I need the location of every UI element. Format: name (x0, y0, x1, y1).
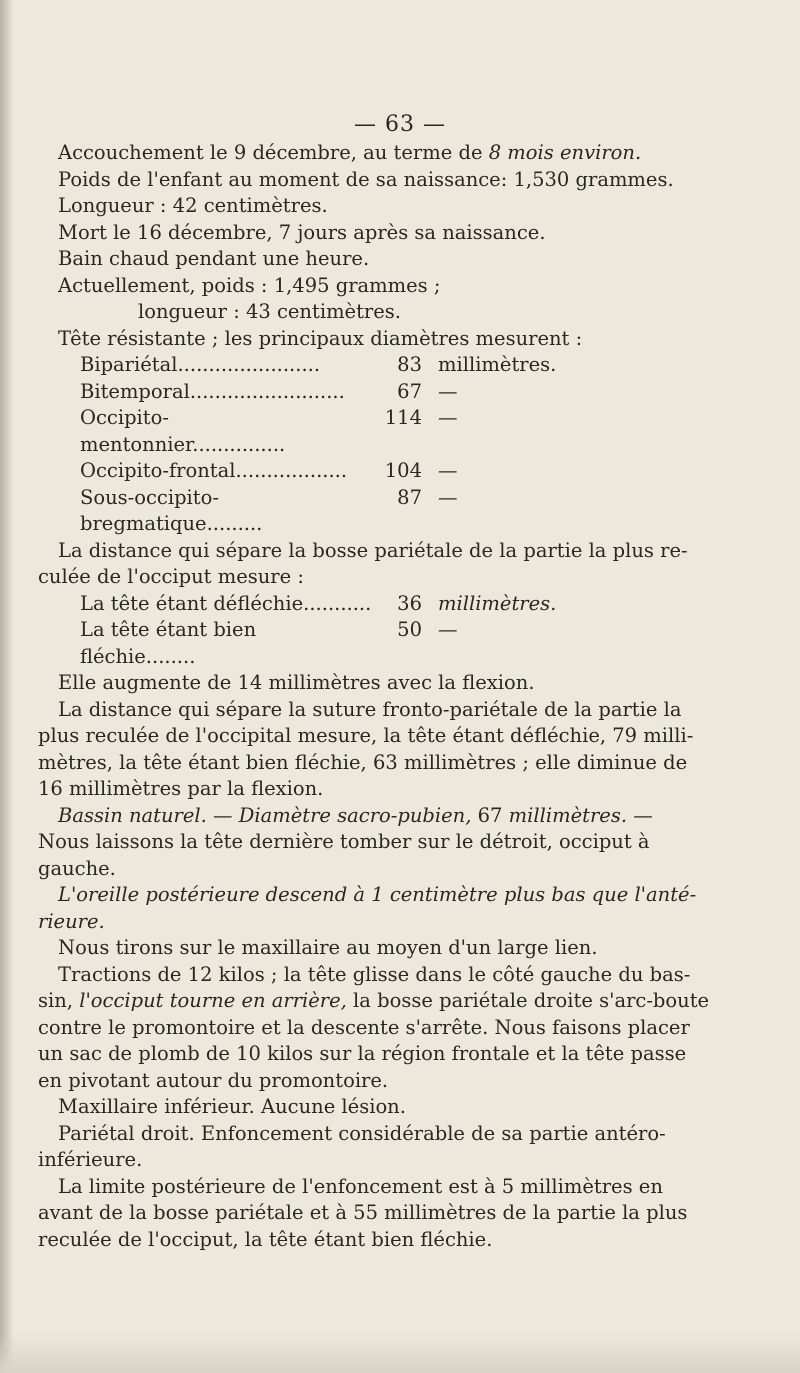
birth-weight-line: Poids de l'enfant au moment de sa naissance: 1,530 grammes. (58, 167, 674, 191)
suture-paragraph-line: plus reculée de l'occipital mesure, la tête étant défléchie, 79 milli- (38, 724, 694, 747)
page-binding-edge (0, 0, 14, 1373)
suture-paragraph-line: mètres, la tête étant bien fléchie, 63 millimètres ; elle diminue de (38, 750, 688, 774)
diameter-row: Occipito-mentonnier............... 114 — (80, 406, 458, 456)
tractions-line: en pivotant autour du promontoire. (38, 1068, 389, 1092)
limite-line: La limite postérieure de l'enfoncement est à 5 millimètres en (58, 1174, 663, 1198)
distance-paragraph-line: culée de l'occiput mesure : (38, 565, 304, 588)
death-line: Mort le 16 décembre, 7 jours après sa naissance. (58, 220, 546, 244)
limite-line: avant de la bosse pariétale et à 55 millimètres de la partie la plus (38, 1201, 688, 1224)
diameter-row: Bipariétal....................... 83 millimètres. (80, 353, 557, 376)
tractions-line: Tractions de 12 kilos ; la tête glisse dans le côté gauche du bas- (58, 962, 691, 986)
limite-line: reculée de l'occiput, la tête étant bien fléchie. (38, 1227, 493, 1251)
oreille-line: L'oreille postérieure descend à 1 centimètre plus bas que l'anté- (58, 883, 697, 906)
current-weight-line: Actuellement, poids : 1,495 grammes ; (58, 273, 441, 297)
tirons-line: Nous tirons sur le maxillaire au moyen d'un large lien. (58, 936, 598, 959)
current-length-line: longueur : 43 centimètres. (138, 300, 402, 323)
document-body (38, 140, 758, 1253)
page-number: — 63 — (354, 112, 446, 137)
term-italic: 8 mois environ. (488, 141, 642, 164)
suture-paragraph-line: La distance qui sépare la suture fronto-pariétale de la partie la (58, 697, 682, 721)
tractions-line: contre le promontoire et la descente s'arrête. Nous faisons placer (38, 1015, 690, 1039)
flexion-row: La tête étant défléchie........... 36 millimètres. (80, 591, 557, 615)
suture-paragraph-line: 16 millimètres par la flexion. (38, 777, 324, 800)
tractions-line: sin, l'occiput tourne en arrière, la bosse pariétale droite s'arc-boute (38, 989, 710, 1012)
augment-line: Elle augmente de 14 millimètres avec la flexion. (58, 671, 535, 694)
delivery-line: Accouchement le 9 décembre, au terme de 8 mois environ. (58, 141, 642, 164)
flexion-row: La tête étant bien fléchie........ 50 — (80, 618, 458, 668)
bassin-heading: Bassin naturel. — Diamètre sacro-pubien, 67 millimètres. — (58, 803, 653, 827)
diameter-row: Sous-occipito-bregmatique......... 87 — (80, 485, 458, 535)
bassin-paragraph-line: Nous laissons la tête dernière tomber sur le détroit, occiput à (38, 830, 650, 853)
distance-paragraph-line: La distance qui sépare la bosse pariétale de la partie la plus re- (58, 538, 688, 562)
parietal-line: inférieure. (38, 1148, 143, 1171)
bassin-paragraph-line: gauche. (38, 856, 116, 880)
diameters-intro: Tête résistante ; les principaux diamètres mesurent : (58, 326, 583, 350)
tractions-line: un sac de plomb de 10 kilos sur la région frontale et la tête passe (38, 1042, 687, 1065)
oreille-line: rieure. (38, 909, 105, 933)
maxillaire-line: Maxillaire inférieur. Aucune lésion. (58, 1095, 406, 1118)
page-bottom-shadow (0, 1333, 800, 1373)
diameters-table (38, 352, 758, 538)
parietal-line: Pariétal droit. Enfoncement considérable de sa partie antéro- (58, 1121, 666, 1145)
birth-length-line: Longueur : 42 centimètres. (58, 194, 328, 217)
diameter-row: Bitemporal......................... 67 — (80, 379, 458, 403)
flexion-table (38, 591, 758, 671)
bath-line: Bain chaud pendant une heure. (58, 247, 370, 270)
diameter-row: Occipito-frontal.................. 104 — (80, 459, 458, 482)
